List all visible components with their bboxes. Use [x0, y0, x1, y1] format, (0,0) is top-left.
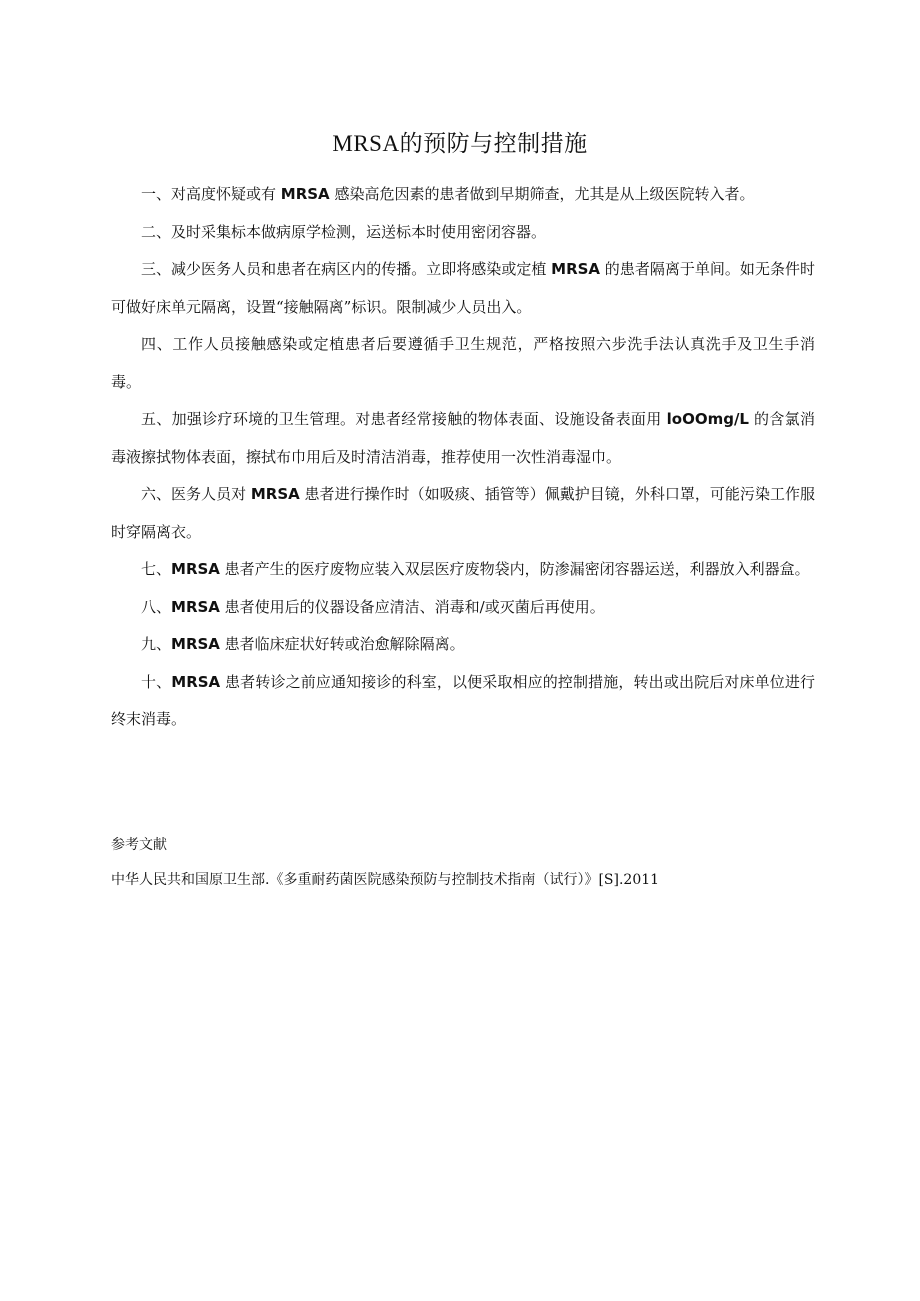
bold-term: MRSA: [551, 260, 601, 278]
text-segment: 一、对高度怀疑或有: [141, 185, 281, 203]
reference-item: 中华人民共和国原卫生部.《多重耐药菌医院感染预防与控制技术指南（试行）》[S].2011: [111, 872, 660, 888]
paragraph-3: [111, 251, 815, 326]
references-section: [111, 833, 815, 893]
paragraph-5: [111, 401, 815, 476]
text-segment: 的含氯消毒液擦拭物体表面，擦拭布巾用后及时清洁消毒，推荐使用一次性消毒湿巾。: [111, 410, 815, 466]
text-segment: 感染高危因素的患者做到早期筛查，尤其是从上级医院转入者。: [329, 185, 755, 203]
text-segment: 四、工作人员接触感染或定植患者后要遵循手卫生规范，严格按照六步洗手法认真洗手及卫生手消毒。: [111, 335, 815, 391]
bold-term: MRSA: [171, 560, 220, 578]
paragraph-9: [111, 626, 815, 664]
paragraph-8: [111, 589, 815, 627]
text-segment: 患者使用后的仪器设备应清洁、消毒和/或灭菌后再使用。: [219, 597, 605, 616]
paragraph-4: [111, 326, 815, 401]
paragraph-2: [111, 214, 815, 252]
bold-term: MRSA: [171, 635, 220, 653]
bold-term: MRSA: [171, 597, 220, 616]
text-segment: 十、: [141, 672, 172, 691]
text-segment: 患者转诊之前应通知接诊的科室，以便采取相应的控制措施，转出或出院后对床单位进行终末消毒。: [111, 672, 815, 728]
document-body: [111, 176, 815, 739]
text-segment: 患者临床症状好转或治愈解除隔离。: [219, 635, 465, 653]
text-segment: 六、医务人员对: [141, 485, 251, 503]
text-segment: 的患者隔离于单间。如无条件时可做好床单元隔离，设置“接触隔离”标识。限制减少人员出入。: [111, 260, 815, 316]
text-segment: 患者进行操作时（如吸痰、插管等）佩戴护目镜，外科口罩，可能污染工作服时穿隔离衣。: [111, 485, 815, 541]
paragraph-1: [111, 176, 815, 214]
text-segment: 七、: [141, 560, 172, 578]
text-segment: 三、减少医务人员和患者在病区内的传播。立即将感染或定植: [141, 260, 552, 278]
bold-term: loOOmg/L: [666, 410, 749, 428]
references-label: 参考文献: [111, 837, 167, 853]
text-segment: 患者产生的医疗废物应装入双层医疗废物袋内，防渗漏密闭容器运送，利器放入利器盒。: [219, 560, 810, 578]
paragraph-10: [111, 664, 815, 739]
document-title: MRSA的预防与控制措施: [332, 131, 588, 156]
bold-term: MRSA: [250, 485, 300, 503]
text-segment: 五、加强诊疗环境的卫生管理。对患者经常接触的物体表面、设施设备表面用: [141, 410, 667, 428]
bold-term: MRSA: [171, 672, 221, 691]
text-segment: 八、: [141, 597, 172, 616]
paragraph-7: [111, 551, 815, 589]
text-segment: 九、: [141, 635, 172, 653]
text-segment: 二、及时采集标本做病原学检测，运送标本时使用密闭容器。: [141, 222, 547, 241]
paragraph-6: [111, 476, 815, 551]
bold-term: MRSA: [280, 185, 330, 203]
